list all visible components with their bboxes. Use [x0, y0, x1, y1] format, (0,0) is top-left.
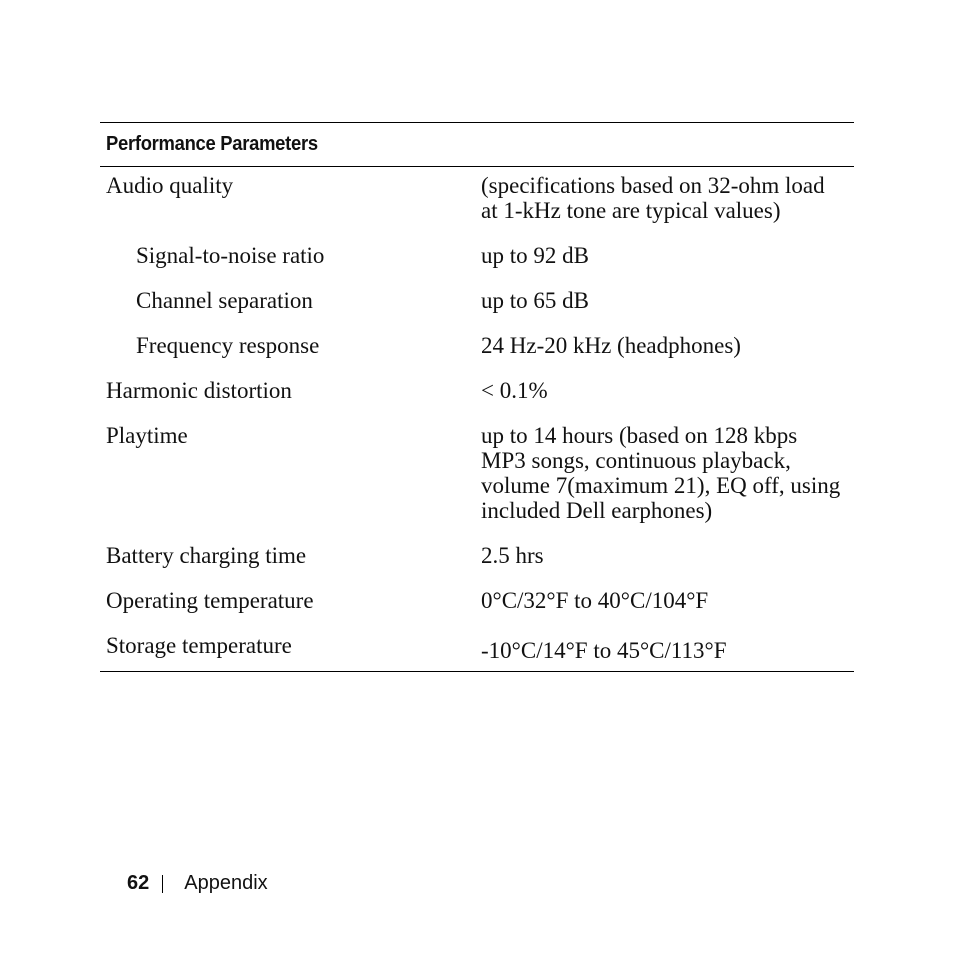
- table-row: [100, 333, 854, 358]
- param-playtime: Playtime: [106, 423, 188, 448]
- table-header: [100, 123, 854, 167]
- table-row: [100, 378, 854, 403]
- param-frequency-response: Frequency response: [136, 333, 320, 358]
- performance-parameters-table: [100, 122, 854, 672]
- table-header-title: Performance Parameters: [106, 133, 318, 155]
- table-row: [100, 243, 854, 268]
- param-signal-to-noise-ratio: Signal-to-noise ratio: [136, 243, 325, 268]
- table-row: [100, 633, 854, 663]
- value-playtime: up to 14 hours (based on 128 kbps MP3 songs, continuous playback, volume 7(maximum 21), EQ off, using included Dell earphones): [481, 423, 841, 523]
- table-body: [100, 167, 854, 671]
- param-storage-temperature: Storage temperature: [106, 633, 292, 658]
- footer-section-name: Appendix: [184, 872, 268, 894]
- value-harmonic-distortion: < 0.1%: [481, 378, 548, 403]
- param-audio-quality: Audio quality: [106, 173, 234, 198]
- value-storage-temperature: -10°C/14°F to 45°C/113°F: [481, 638, 727, 663]
- value-frequency-response: 24 Hz-20 kHz (headphones): [481, 333, 741, 358]
- value-signal-to-noise-ratio: up to 92 dB: [481, 243, 589, 268]
- table-row: [100, 288, 854, 313]
- param-battery-charging-time: Battery charging time: [106, 543, 307, 568]
- value-battery-charging-time: 2.5 hrs: [481, 543, 544, 568]
- table-row: [100, 588, 854, 613]
- page-footer: [127, 872, 268, 895]
- param-operating-temperature: Operating temperature: [106, 588, 314, 613]
- value-channel-separation: up to 65 dB: [481, 288, 589, 313]
- table-row: [100, 543, 854, 568]
- param-harmonic-distortion: Harmonic distortion: [106, 378, 292, 403]
- page-number: 62: [127, 872, 150, 894]
- table-row: [100, 423, 854, 523]
- footer-separator: [162, 875, 163, 893]
- value-operating-temperature: 0°C/32°F to 40°C/104°F: [481, 588, 709, 613]
- param-channel-separation: Channel separation: [136, 288, 313, 313]
- value-audio-quality: (specifications based on 32-ohm load at 1-kHz tone are typical values): [481, 173, 825, 223]
- table-row: [100, 173, 854, 223]
